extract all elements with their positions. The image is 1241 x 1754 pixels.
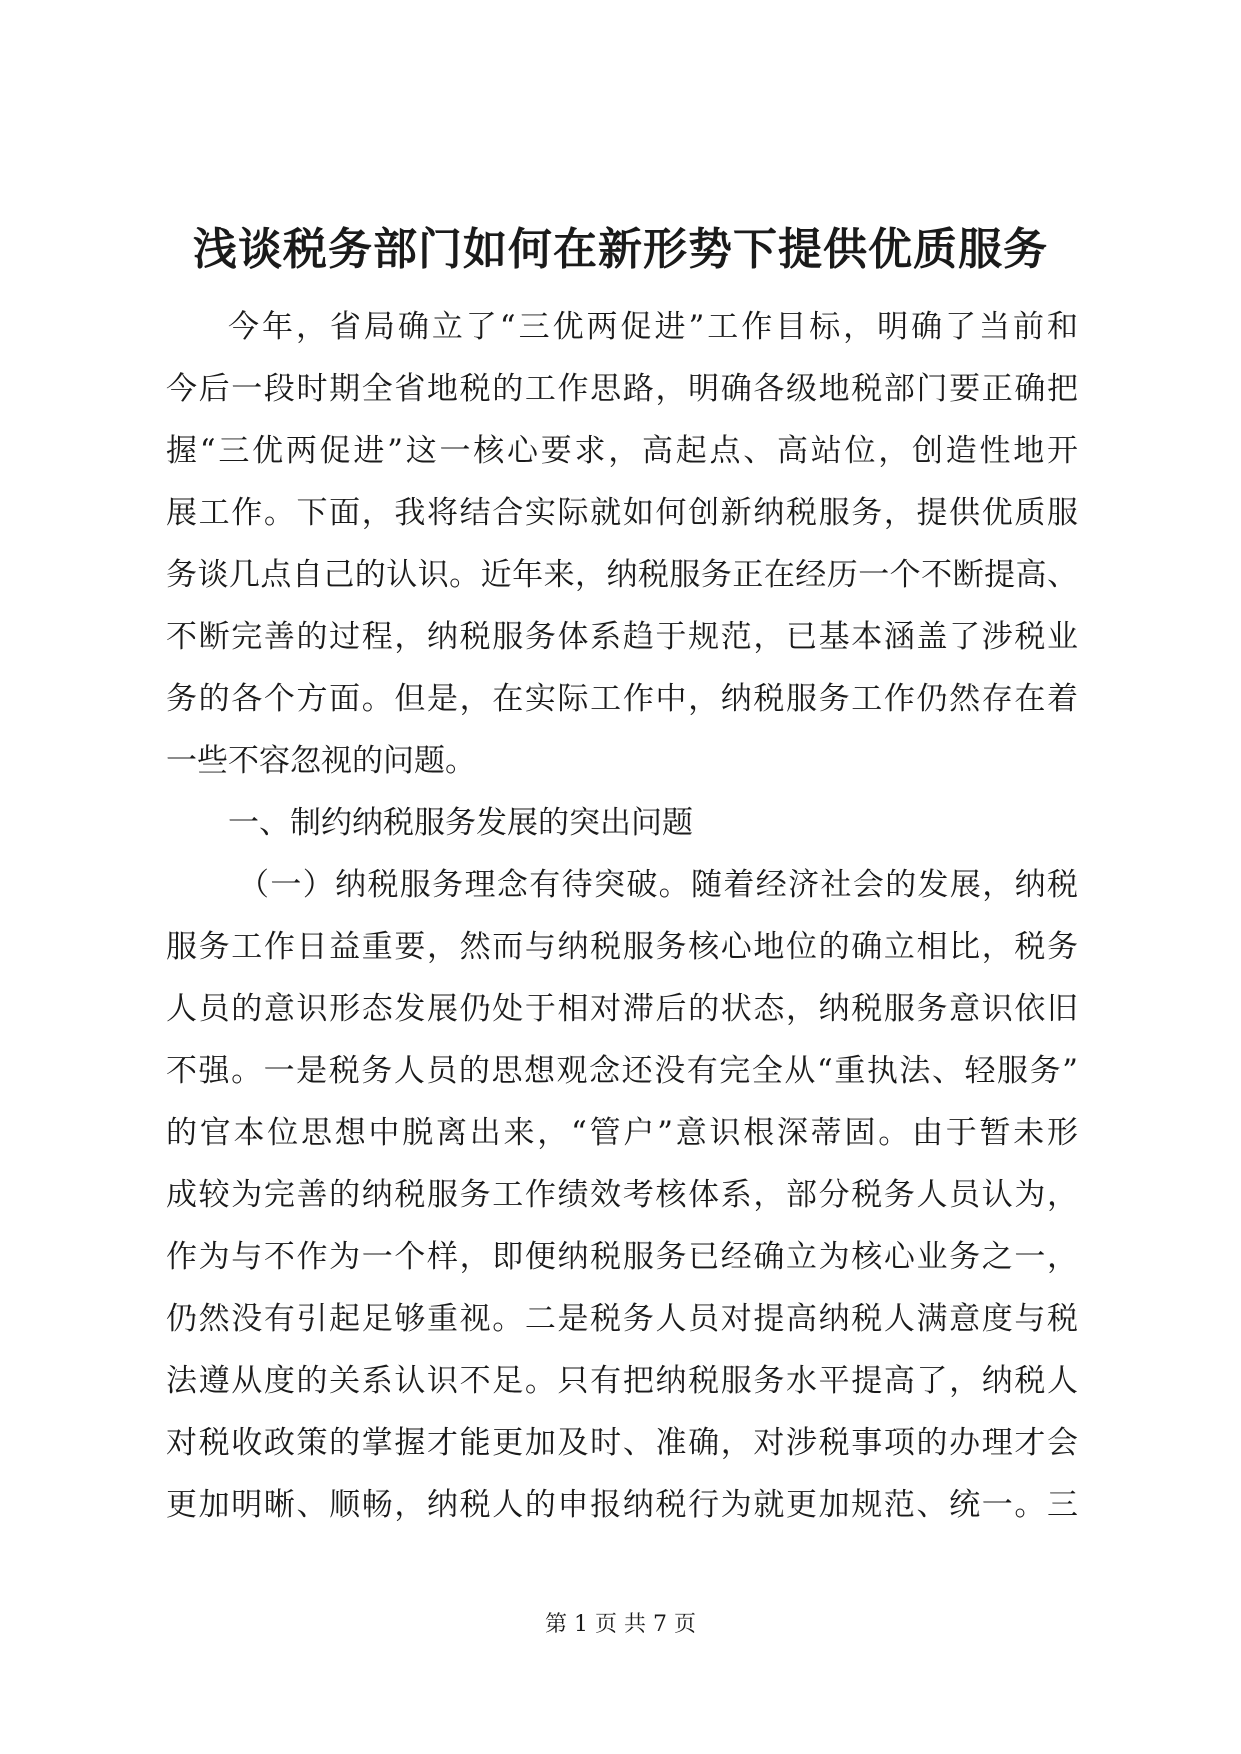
page-number-footer: 第 1 页 共 7 页 [545, 1612, 696, 1637]
document-title: 浅谈税务部门如何在新形势下提供优质服务 [193, 224, 1048, 275]
paragraph-line: 今年，省局确立了“三优两促进”工作目标，明确了当前和 [228, 309, 1078, 345]
paragraph-line: 握“三优两促进”这一核心要求，高起点、高站位，创造性地开 [166, 433, 1078, 469]
paragraph-line: 仍然没有引起足够重视。二是税务人员对提高纳税人满意度与税 [166, 1301, 1078, 1337]
paragraph-line: 对税收政策的掌握才能更加及时、准确，对涉税事项的办理才会 [166, 1425, 1078, 1461]
paragraph-line: 不断完善的过程，纳税服务体系趋于规范，已基本涵盖了涉税业 [166, 619, 1078, 655]
paragraph-line: 人员的意识形态发展仍处于相对滞后的状态，纳税服务意识依旧 [166, 991, 1078, 1027]
paragraph-line: 的官本位思想中脱离出来，“管户”意识根深蒂固。由于暂未形 [166, 1115, 1078, 1151]
paragraph-line: 务谈几点自己的认识。近年来，纳税服务正在经历一个不断提高、 [166, 557, 1078, 593]
paragraph-line: 服务工作日益重要，然而与纳税服务核心地位的确立相比，税务 [166, 929, 1078, 965]
paragraph-line: 法遵从度的关系认识不足。只有把纳税服务水平提高了，纳税人 [166, 1363, 1078, 1399]
paragraph-line: 更加明晰、顺畅，纳税人的申报纳税行为就更加规范、统一。三 [166, 1487, 1078, 1523]
section-heading: 一、制约纳税服务发展的突出问题 [228, 805, 693, 841]
paragraph-line: 展工作。下面，我将结合实际就如何创新纳税服务，提供优质服 [166, 495, 1078, 531]
paragraph-line: 今后一段时期全省地税的工作思路，明确各级地税部门要正确把 [166, 371, 1078, 407]
paragraph-line: 成较为完善的纳税服务工作绩效考核体系，部分税务人员认为， [166, 1177, 1078, 1213]
paragraph-line: （一）纳税服务理念有待突破。随着经济社会的发展，纳税 [238, 867, 1078, 903]
paragraph-line: 作为与不作为一个样，即便纳税服务已经确立为核心业务之一， [166, 1239, 1078, 1275]
paragraph-line: 一些不容忽视的问题。 [166, 743, 476, 779]
document-body [166, 296, 1078, 1536]
paragraph-line: 不强。一是税务人员的思想观念还没有完全从“重执法、轻服务” [166, 1053, 1078, 1089]
paragraph-line: 务的各个方面。但是，在实际工作中，纳税服务工作仍然存在着 [166, 681, 1078, 717]
